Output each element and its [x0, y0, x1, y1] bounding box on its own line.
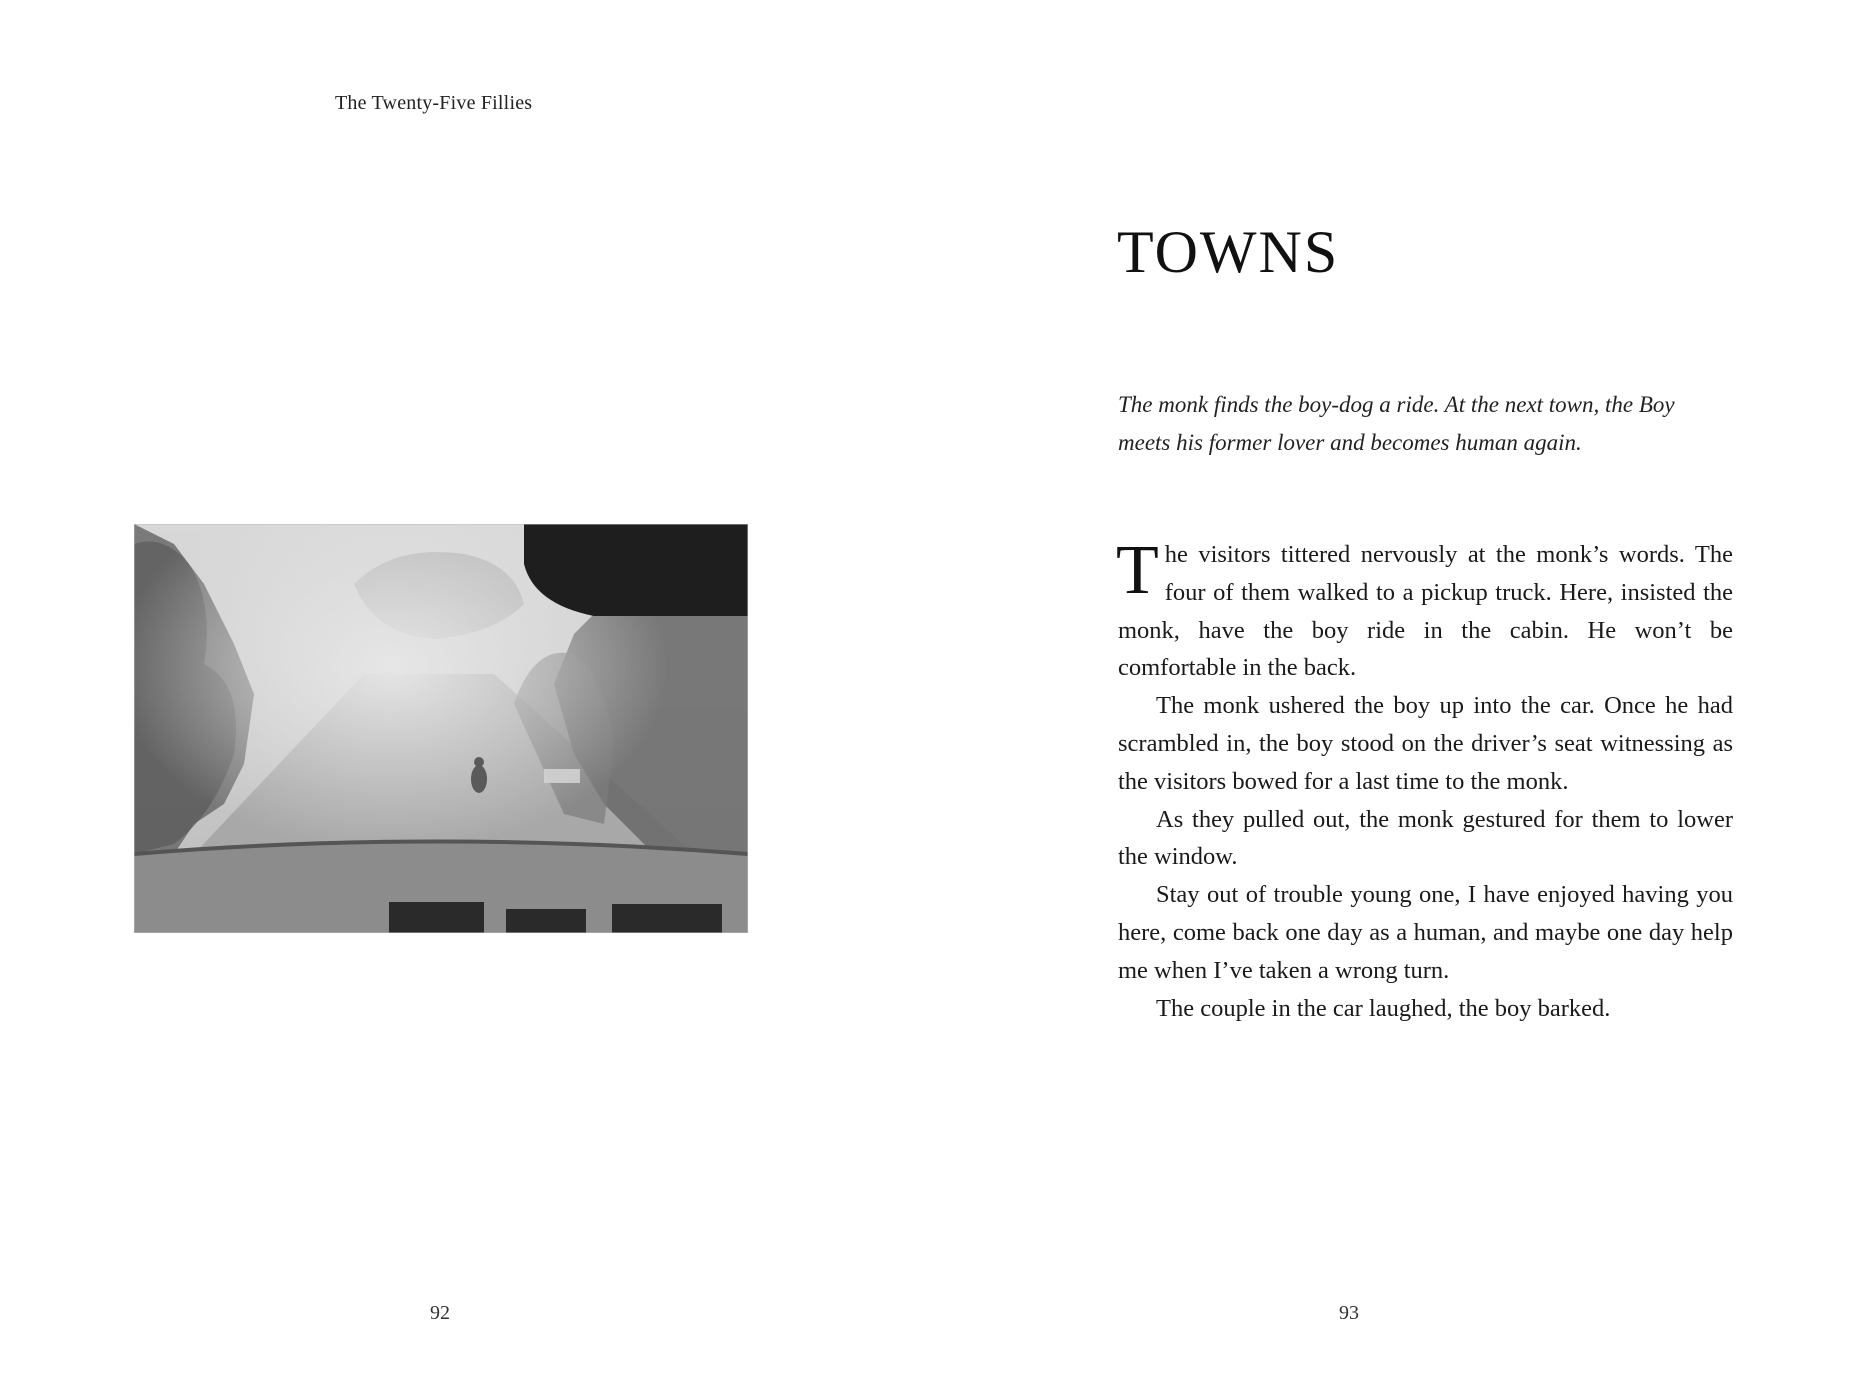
running-head: The Twenty-Five Fillies: [335, 92, 533, 114]
paragraph-1: [1116, 532, 1733, 687]
paragraph-2: The monk ushered the boy up into the car. Once he had scrambled in, the boy stood on the driver’s seat witnessing as the visitors bowed for a last time to the monk.: [1118, 692, 1733, 795]
page-number-left: 92: [430, 1302, 450, 1324]
chapter-title: TOWNS: [1117, 219, 1340, 285]
chapter-body: [1116, 532, 1733, 1027]
drop-cap: T: [1116, 532, 1159, 609]
paragraph-1-text: he visitors tittered nervously at the monk’s words. The four of them walked to a pickup truck. Here, insisted the monk, have the boy ride in the cabin. He won’t be comfortable in the back.: [1118, 541, 1733, 682]
paragraph-5: The couple in the car laughed, the boy barked.: [1156, 994, 1611, 1022]
right-page: [928, 0, 1856, 1400]
paragraph-4: Stay out of trouble young one, I have enjoyed having you here, come back one day as a human, and maybe one day help me when I’ve taken a wrong turn.: [1118, 881, 1733, 984]
photo-illustration: [134, 524, 748, 933]
photo-foggy-road: [134, 524, 748, 933]
page-number-right: 93: [1339, 1302, 1359, 1324]
chapter-synopsis: The monk finds the boy-dog a ride. At the next town, the Boy meets his former lover and becomes human again.: [1118, 392, 1675, 455]
paragraph-3: As they pulled out, the monk gestured for them to lower the window.: [1118, 805, 1733, 871]
